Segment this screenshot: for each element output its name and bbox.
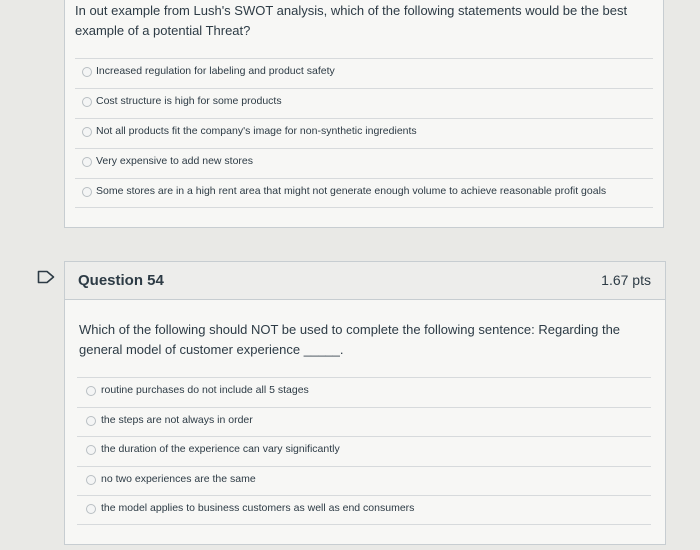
question-card <box>64 261 666 545</box>
flag-icon[interactable] <box>37 270 55 284</box>
question-title: Question 54 <box>78 272 164 289</box>
answer-option[interactable] <box>77 377 651 407</box>
answer-label[interactable]: the duration of the experience can vary significantly <box>101 443 340 455</box>
radio-button-icon[interactable] <box>82 97 92 107</box>
answer-option[interactable] <box>77 495 651 525</box>
answer-label[interactable]: Very expensive to add new stores <box>96 155 254 167</box>
answer-label[interactable]: Cost structure is high for some products <box>96 95 282 107</box>
question-text: In out example from Lush's SWOT analysis, which of the following statements would be the best example of a potential Threat? <box>75 3 628 38</box>
radio-button-icon[interactable] <box>82 127 92 137</box>
question-text: Which of the following should NOT be used to complete the following sentence: Regarding the general model of customer experience _____. <box>79 322 621 357</box>
radio-button-icon[interactable] <box>82 187 92 197</box>
answer-list <box>75 58 653 208</box>
answer-option[interactable] <box>77 436 651 466</box>
answer-option[interactable] <box>75 88 653 118</box>
question-points: 1.67 pts <box>601 272 651 288</box>
radio-button-icon[interactable] <box>86 504 96 514</box>
radio-button-icon[interactable] <box>86 386 96 396</box>
previous-question-card <box>64 0 664 228</box>
answer-label[interactable]: no two experiences are the same <box>101 472 256 485</box>
answer-list <box>77 377 651 525</box>
answer-label[interactable]: the steps are not always in order <box>101 413 253 426</box>
radio-button-icon[interactable] <box>86 416 96 426</box>
answer-option[interactable] <box>75 118 653 148</box>
answer-option[interactable] <box>75 148 653 178</box>
radio-button-icon[interactable] <box>82 67 92 77</box>
radio-button-icon[interactable] <box>82 157 92 167</box>
answer-label[interactable]: Increased regulation for labeling and product safety <box>96 65 335 77</box>
question-header <box>65 262 665 300</box>
answer-label[interactable]: Not all products fit the company's image for non-synthetic ingredients <box>96 125 417 137</box>
radio-button-icon[interactable] <box>86 475 96 485</box>
answer-label[interactable]: the model applies to business customers as well as end consumers <box>101 502 415 514</box>
answer-option[interactable] <box>75 178 653 208</box>
answer-option[interactable] <box>75 58 653 88</box>
answer-option[interactable] <box>77 407 651 437</box>
answer-option[interactable] <box>77 466 651 496</box>
radio-button-icon[interactable] <box>86 445 96 455</box>
answer-label[interactable]: routine purchases do not include all 5 stages <box>101 384 309 396</box>
answer-label[interactable]: Some stores are in a high rent area that might not generate enough volume to achieve reasonable profit goals <box>96 185 607 197</box>
